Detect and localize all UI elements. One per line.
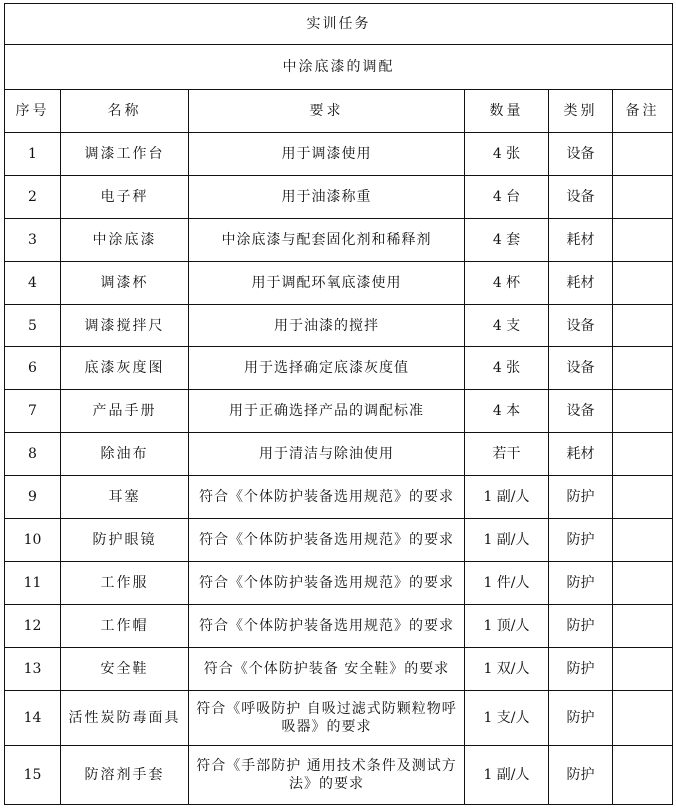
table-row [5,604,673,647]
row-number: 4 [5,261,61,304]
row-number: 11 [5,561,61,604]
row-note [613,433,673,476]
row-requirement: 符合《个体防护装备选用规范》的要求 [189,519,465,562]
row-name: 调漆杯 [61,261,189,304]
row-type: 防护 [549,647,613,690]
row-number: 13 [5,647,61,690]
header-row [5,90,673,133]
header-note: 备注 [613,90,673,133]
row-type: 防护 [549,561,613,604]
row-number: 5 [5,304,61,347]
header-requirement: 要求 [189,90,465,133]
row-quantity: 1 件/人 [465,561,549,604]
row-quantity: 1 双/人 [465,647,549,690]
row-quantity: 1 顶/人 [465,604,549,647]
row-name: 耳塞 [61,476,189,519]
row-number: 6 [5,347,61,390]
row-type: 设备 [549,175,613,218]
row-quantity: 1 副/人 [465,476,549,519]
row-name: 电子秤 [61,175,189,218]
table-row [5,519,673,562]
row-note [613,133,673,176]
row-name: 工作服 [61,561,189,604]
row-requirement: 用于油漆的搅拌 [189,304,465,347]
row-note [613,604,673,647]
row-note [613,519,673,562]
row-number: 12 [5,604,61,647]
row-note [613,690,673,745]
row-quantity: 4 套 [465,218,549,261]
table-row [5,261,673,304]
table-row [5,433,673,476]
row-type: 设备 [549,347,613,390]
row-requirement: 用于选择确定底漆灰度值 [189,347,465,390]
row-number: 15 [5,745,61,804]
row-number: 3 [5,218,61,261]
table-row [5,347,673,390]
row-type: 耗材 [549,218,613,261]
row-quantity: 4 张 [465,133,549,176]
row-quantity: 4 杯 [465,261,549,304]
header-type: 类别 [549,90,613,133]
table-row [5,561,673,604]
header-quantity: 数量 [465,90,549,133]
row-note [613,561,673,604]
row-quantity: 1 副/人 [465,745,549,804]
row-number: 1 [5,133,61,176]
row-requirement: 中涂底漆与配套固化剂和稀释剂 [189,218,465,261]
row-type: 防护 [549,690,613,745]
row-name: 工作帽 [61,604,189,647]
row-note [613,390,673,433]
row-name: 调漆搅拌尺 [61,304,189,347]
row-type: 防护 [549,604,613,647]
row-requirement: 用于调配环氧底漆使用 [189,261,465,304]
row-note [613,647,673,690]
row-requirement: 符合《个体防护装备选用规范》的要求 [189,604,465,647]
row-number: 14 [5,690,61,745]
row-type: 设备 [549,304,613,347]
row-note [613,218,673,261]
row-requirement: 符合《手部防护 通用技术条件及测试方法》的要求 [189,745,465,804]
row-name: 底漆灰度图 [61,347,189,390]
row-type: 耗材 [549,433,613,476]
row-requirement: 符合《个体防护装备选用规范》的要求 [189,561,465,604]
row-requirement: 符合《个体防护装备 安全鞋》的要求 [189,647,465,690]
training-task-table [4,3,673,805]
row-requirement: 用于正确选择产品的调配标准 [189,390,465,433]
row-number: 7 [5,390,61,433]
row-type: 防护 [549,476,613,519]
table-row [5,175,673,218]
table-row [5,690,673,745]
row-number: 10 [5,519,61,562]
row-name: 活性炭防毒面具 [61,690,189,745]
row-note [613,261,673,304]
row-quantity: 4 支 [465,304,549,347]
row-quantity: 1 副/人 [465,519,549,562]
row-type: 设备 [549,390,613,433]
row-note [613,304,673,347]
row-requirement: 用于调漆使用 [189,133,465,176]
row-name: 防溶剂手套 [61,745,189,804]
row-requirement: 用于油漆称重 [189,175,465,218]
row-note [613,175,673,218]
row-type: 耗材 [549,261,613,304]
header-no: 序号 [5,90,61,133]
row-quantity: 1 支/人 [465,690,549,745]
row-name: 安全鞋 [61,647,189,690]
row-name: 产品手册 [61,390,189,433]
row-name: 调漆工作台 [61,133,189,176]
row-type: 设备 [549,133,613,176]
row-type: 防护 [549,745,613,804]
row-quantity: 4 台 [465,175,549,218]
row-requirement: 符合《个体防护装备选用规范》的要求 [189,476,465,519]
row-note [613,476,673,519]
row-number: 9 [5,476,61,519]
row-quantity: 4 张 [465,347,549,390]
table-row [5,745,673,804]
table-row [5,476,673,519]
row-type: 防护 [549,519,613,562]
row-note [613,347,673,390]
row-name: 防护眼镜 [61,519,189,562]
table-row [5,390,673,433]
row-note [613,745,673,804]
table-subtitle: 中涂底漆的调配 [5,45,673,90]
row-quantity: 4 本 [465,390,549,433]
row-name: 除油布 [61,433,189,476]
header-name: 名称 [61,90,189,133]
row-name: 中涂底漆 [61,218,189,261]
row-quantity: 若干 [465,433,549,476]
table-row [5,133,673,176]
table-row [5,304,673,347]
row-number: 8 [5,433,61,476]
row-number: 2 [5,175,61,218]
table-row [5,647,673,690]
table-title: 实训任务 [5,4,673,45]
table-row [5,218,673,261]
row-requirement: 用于清洁与除油使用 [189,433,465,476]
row-requirement: 符合《呼吸防护 自吸过滤式防颗粒物呼吸器》的要求 [189,690,465,745]
